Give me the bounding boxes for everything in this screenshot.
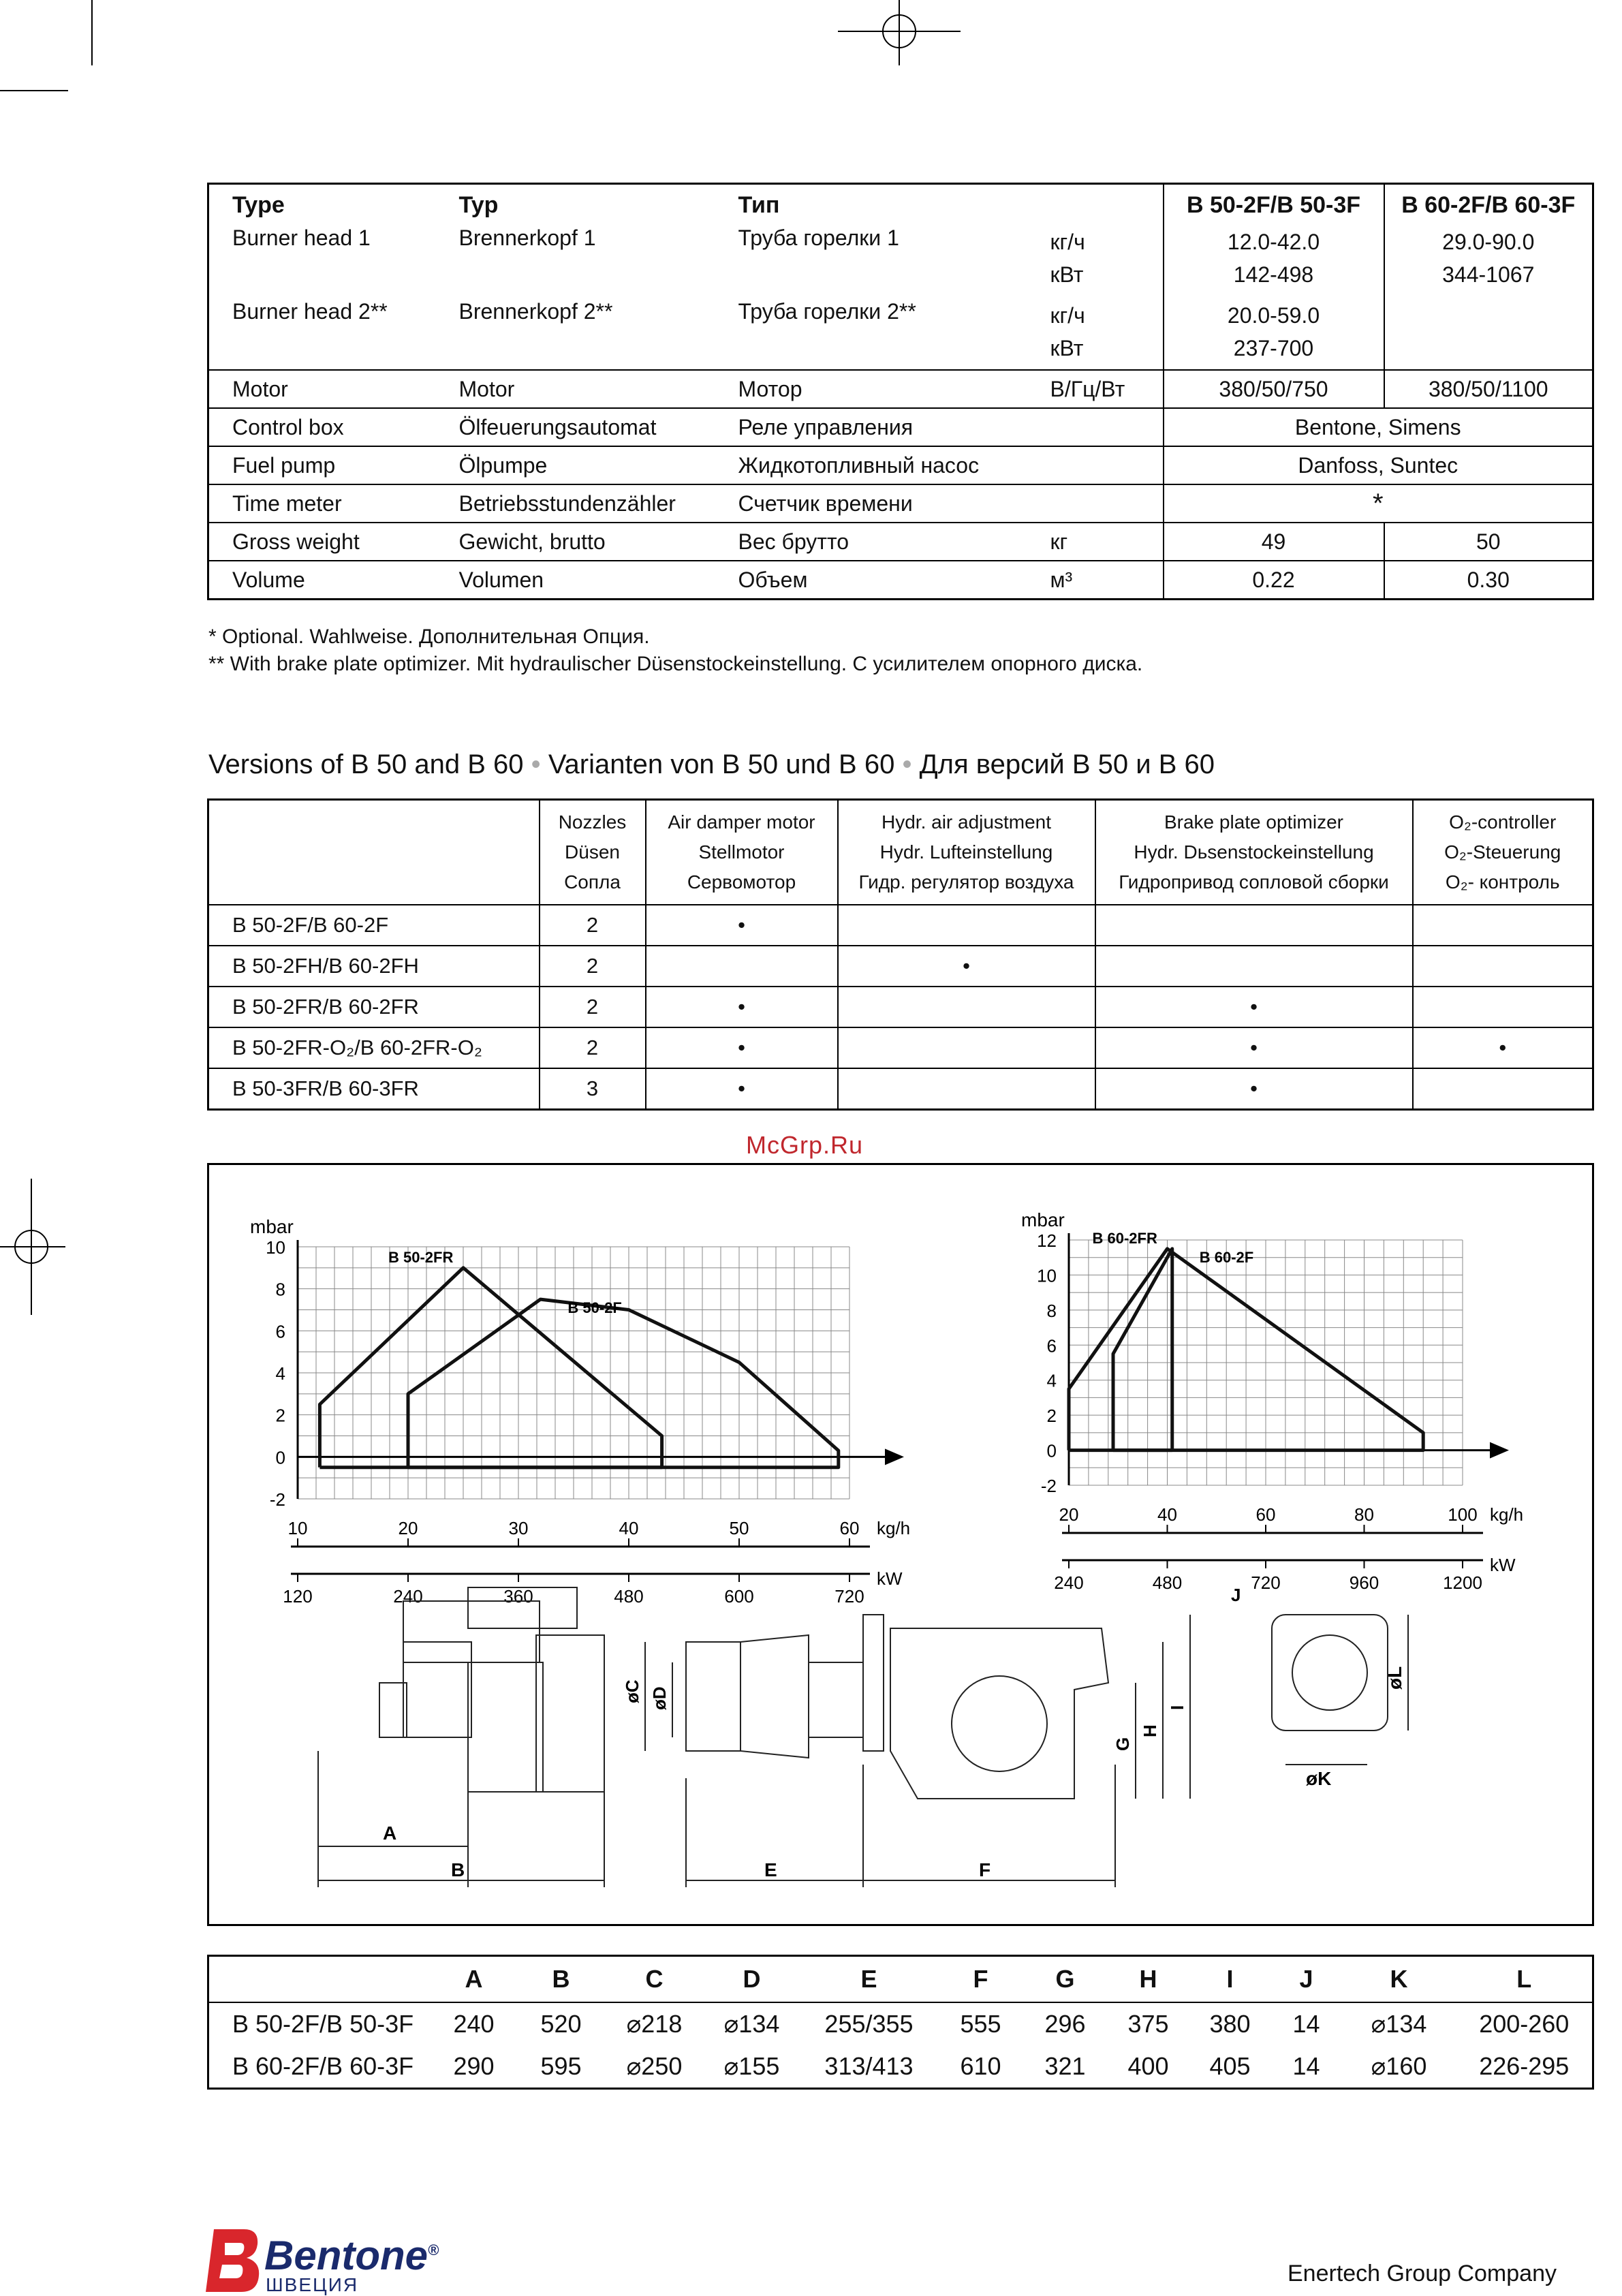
y-tick-label: 2 bbox=[275, 1405, 285, 1426]
y-tick-label: 8 bbox=[275, 1279, 285, 1300]
cell: Burner head 2** bbox=[232, 299, 388, 324]
x-tick-label: 60 bbox=[1256, 1504, 1276, 1525]
header-type-ru: Тип bbox=[738, 191, 780, 218]
cell: Motor bbox=[436, 370, 715, 408]
corner-cell bbox=[208, 800, 540, 905]
crop-mark bbox=[0, 90, 68, 91]
dim-e-label: E bbox=[764, 1859, 777, 1880]
dim-g-label: G bbox=[1112, 1737, 1133, 1751]
cell: Счетчик времени bbox=[715, 484, 1027, 523]
dimensions-table bbox=[207, 1955, 1594, 2090]
cell: Time meter bbox=[208, 484, 436, 523]
value: 142-498 bbox=[1233, 262, 1314, 287]
y-tick-label: 2 bbox=[1046, 1406, 1057, 1427]
dim-j-label: J bbox=[1231, 1585, 1241, 1605]
cell: 50 bbox=[1384, 523, 1593, 561]
x-tick-label: 20 bbox=[1059, 1504, 1079, 1525]
cell: Труба горелки 1 bbox=[738, 226, 899, 250]
dim-k-label: øK bbox=[1306, 1768, 1332, 1789]
x-tick-label: 30 bbox=[508, 1518, 529, 1538]
cell bbox=[1384, 299, 1593, 370]
x-tick-label: 100 bbox=[1448, 1504, 1478, 1525]
col-air-damper: Air damper motor Stellmotor Сервомотор bbox=[646, 800, 838, 905]
dim-i-label: I bbox=[1167, 1705, 1187, 1710]
header-b60: B 60-2F/B 60-3F bbox=[1384, 184, 1593, 226]
x-tick-label: 60 bbox=[839, 1518, 860, 1538]
value: 12.0-42.0 bbox=[1227, 230, 1320, 254]
brand-subtitle: ШВЕЦИЯ bbox=[266, 2274, 359, 2295]
cell: Brennerkopf 2** bbox=[458, 299, 613, 324]
cell: В/Гц/Вт bbox=[1027, 370, 1164, 408]
x-tick-label: 10 bbox=[287, 1518, 308, 1538]
flange-tube bbox=[686, 1642, 740, 1751]
cell: Control box bbox=[208, 408, 436, 446]
registration-mark bbox=[831, 0, 967, 68]
cell: Brennerkopf 1 bbox=[458, 226, 596, 250]
x-axis-label: kg/h bbox=[877, 1518, 911, 1538]
bentone-logo-mark bbox=[204, 2228, 262, 2293]
x2-tick-label: 240 bbox=[393, 1586, 423, 1607]
cell: 49 bbox=[1164, 523, 1384, 561]
x-tick-label: 80 bbox=[1354, 1504, 1374, 1525]
cell: Ölfeuerungsautomat bbox=[436, 408, 715, 446]
cell: Gross weight bbox=[208, 523, 436, 561]
y-tick-label: 12 bbox=[1037, 1230, 1057, 1251]
y-tick-label: -2 bbox=[269, 1489, 285, 1510]
dim-c-label: øC bbox=[622, 1679, 642, 1703]
dim-f-label: F bbox=[979, 1859, 991, 1880]
dim-a-label: A bbox=[383, 1822, 397, 1844]
x2-tick-label: 600 bbox=[724, 1586, 754, 1607]
burner-housing bbox=[468, 1662, 543, 1792]
col-brake-plate: Brake plate optimizer Hydr. Dьsenstockeinstellung Гидропривод сопловой сборки bbox=[1095, 800, 1413, 905]
y-tick-label: 0 bbox=[275, 1447, 285, 1468]
series-label: B 50-2FR bbox=[388, 1248, 454, 1266]
cell bbox=[1027, 484, 1164, 523]
spec-table bbox=[207, 183, 1594, 600]
versions-table bbox=[207, 798, 1594, 1111]
series-label: B 50-2F bbox=[567, 1299, 622, 1317]
watermark: McGrp.Ru bbox=[746, 1131, 864, 1159]
header-type-de: Typ bbox=[458, 191, 499, 218]
unit: кг/ч bbox=[1050, 303, 1085, 328]
value: 20.0-59.0 bbox=[1227, 303, 1320, 328]
dim-b-label: B bbox=[451, 1859, 465, 1880]
charts-svg bbox=[209, 1165, 1592, 1924]
y-tick-label: 0 bbox=[1046, 1440, 1057, 1461]
dim-header-b: B bbox=[552, 1965, 570, 1993]
cell: Volume bbox=[208, 561, 436, 600]
x2-tick-label: 480 bbox=[1152, 1572, 1183, 1593]
header-b50: B 50-2F/B 50-3F bbox=[1164, 184, 1384, 226]
dim-header-k: K bbox=[1390, 1965, 1408, 1993]
footnote-optional: * Optional. Wahlweise. Дополнительная Опция. bbox=[208, 625, 650, 648]
dim-row: B 50-2F/B 50-3F 240 520 ⌀218 ⌀134 255/355 555 296 375 380 14 ⌀134 200-260 bbox=[208, 2002, 1593, 2045]
dim-header-a: A bbox=[465, 1965, 483, 1993]
cell bbox=[1027, 446, 1164, 484]
flange-hole bbox=[1292, 1635, 1367, 1710]
version-row: B 50-2FR/B 60-2FR 2 • • bbox=[208, 987, 1593, 1027]
dim-header-g: G bbox=[1055, 1965, 1075, 1993]
cell: 0.30 bbox=[1384, 561, 1593, 600]
cell: * bbox=[1164, 484, 1593, 523]
cell: Betriebsstundenzähler bbox=[436, 484, 715, 523]
x-tick-label: 20 bbox=[398, 1518, 418, 1538]
dim-header-h: H bbox=[1139, 1965, 1157, 1993]
version-row: B 50-3FR/B 60-3FR 3 • • bbox=[208, 1068, 1593, 1110]
dim-header-j: J bbox=[1299, 1965, 1313, 1993]
value: 237-700 bbox=[1233, 336, 1314, 360]
y-axis-label: mbar bbox=[1021, 1209, 1065, 1230]
cell bbox=[1027, 226, 1164, 299]
x-tick-label: 50 bbox=[729, 1518, 749, 1538]
value: 344-1067 bbox=[1442, 262, 1535, 287]
cell: Жидкотопливный насос bbox=[715, 446, 1027, 484]
cell bbox=[1027, 408, 1164, 446]
cell bbox=[1384, 226, 1593, 299]
y-tick-label: 6 bbox=[1046, 1335, 1057, 1356]
y-tick-label: 4 bbox=[1046, 1370, 1057, 1391]
dim-l-label: øL bbox=[1384, 1666, 1405, 1690]
version-row: B 50-2FR-O₂/B 60-2FR-O₂ 2 • • • bbox=[208, 1027, 1593, 1068]
dim-d-label: øD bbox=[649, 1686, 670, 1710]
y-tick-label: 8 bbox=[1046, 1300, 1057, 1321]
x-axis-arrow bbox=[885, 1448, 904, 1465]
y-tick-label: 10 bbox=[266, 1237, 285, 1258]
crop-mark bbox=[91, 0, 93, 65]
unit: кВт bbox=[1050, 262, 1084, 287]
registration-mark bbox=[0, 1179, 68, 1315]
series-line bbox=[408, 1299, 839, 1468]
x-tick-label: 40 bbox=[1157, 1504, 1177, 1525]
cell bbox=[1164, 226, 1384, 299]
cell: Реле управления bbox=[715, 408, 1027, 446]
cell: Вес брутто bbox=[715, 523, 1027, 561]
mounting-flange bbox=[863, 1615, 884, 1751]
x2-tick-label: 1200 bbox=[1443, 1572, 1482, 1593]
versions-title bbox=[208, 749, 1215, 780]
title-ru: Для версий B 50 и B 60 bbox=[919, 749, 1215, 779]
burner-body bbox=[890, 1628, 1108, 1799]
series-line bbox=[1113, 1249, 1172, 1450]
dim-header-e: E bbox=[860, 1965, 877, 1993]
y-tick-label: 6 bbox=[275, 1321, 285, 1342]
cell: 380/50/1100 bbox=[1384, 370, 1593, 408]
x2-axis-label: kW bbox=[1490, 1555, 1516, 1575]
diagram-frame bbox=[207, 1163, 1594, 1926]
title-en: Versions of B 50 and B 60 bbox=[208, 749, 524, 779]
title-de: Varianten von B 50 und B 60 bbox=[548, 749, 895, 779]
motor-body bbox=[403, 1642, 471, 1737]
y-tick-label: -2 bbox=[1040, 1476, 1057, 1496]
cell: Volumen bbox=[436, 561, 715, 600]
flange-plate bbox=[1272, 1615, 1388, 1731]
col-o2: O₂-controller O₂-Steuerung O₂- контроль bbox=[1413, 800, 1593, 905]
blast-tube bbox=[740, 1635, 809, 1758]
cell: кг bbox=[1027, 523, 1164, 561]
x-axis-arrow bbox=[1490, 1442, 1509, 1459]
cell: 380/50/750 bbox=[1164, 370, 1384, 408]
cell: Объем bbox=[715, 561, 1027, 600]
cell bbox=[1027, 299, 1164, 370]
brand-name: Bentone® bbox=[264, 2233, 439, 2278]
cell: Bentone, Simens bbox=[1164, 408, 1593, 446]
footnote-brake-plate: ** With brake plate optimizer. Mit hydraulischer Düsenstockeinstellung. С усилителем опорного диска. bbox=[208, 653, 1143, 675]
dim-header-c: C bbox=[645, 1965, 664, 1993]
unit: кВт bbox=[1050, 336, 1084, 360]
header-unit bbox=[1027, 184, 1164, 226]
x2-axis-label: kW bbox=[877, 1568, 903, 1589]
y-tick-label: 4 bbox=[275, 1363, 285, 1384]
dim-header-f: F bbox=[973, 1965, 988, 1993]
separator: • bbox=[902, 749, 912, 779]
dim-header-l: L bbox=[1516, 1965, 1532, 1993]
cell: Danfoss, Suntec bbox=[1164, 446, 1593, 484]
burner-front bbox=[536, 1635, 604, 1792]
cell: Ölpumpe bbox=[436, 446, 715, 484]
fan-housing bbox=[952, 1676, 1047, 1771]
cell: Burner head 1 bbox=[232, 226, 371, 250]
col-hydr-air: Hydr. air adjustment Hydr. Lufteinstellung Гидр. регулятор воздуха bbox=[838, 800, 1095, 905]
cell: Труба горелки 2** bbox=[738, 299, 916, 324]
x2-tick-label: 480 bbox=[614, 1586, 644, 1607]
version-row: B 50-2F/B 60-2F 2 • bbox=[208, 905, 1593, 946]
cell: м³ bbox=[1027, 561, 1164, 600]
x2-tick-label: 120 bbox=[283, 1586, 313, 1607]
tube bbox=[809, 1662, 863, 1737]
version-row: B 50-2FH/B 60-2FH 2 • bbox=[208, 946, 1593, 987]
dim-h-label: H bbox=[1140, 1724, 1160, 1737]
col-nozzles: Nozzles Düsen Сопла bbox=[540, 800, 646, 905]
x-axis-label: kg/h bbox=[1490, 1504, 1524, 1525]
x2-tick-label: 240 bbox=[1054, 1572, 1084, 1593]
separator: • bbox=[531, 749, 541, 779]
x2-tick-label: 360 bbox=[503, 1586, 533, 1607]
dim-header-d: D bbox=[743, 1965, 761, 1993]
series-label: B 60-2F bbox=[1199, 1248, 1254, 1266]
series-label: B 60-2FR bbox=[1092, 1229, 1157, 1247]
dim-header-i: I bbox=[1226, 1965, 1234, 1993]
cell: Motor bbox=[208, 370, 436, 408]
cell: 0.22 bbox=[1164, 561, 1384, 600]
x2-tick-label: 960 bbox=[1349, 1572, 1379, 1593]
x-tick-label: 40 bbox=[619, 1518, 639, 1538]
x2-tick-label: 720 bbox=[1251, 1572, 1281, 1593]
header-type-en: Type bbox=[232, 191, 285, 218]
x2-tick-label: 720 bbox=[835, 1586, 864, 1607]
value: 29.0-90.0 bbox=[1442, 230, 1535, 254]
cell: Мотор bbox=[715, 370, 1027, 408]
cell: Fuel pump bbox=[208, 446, 436, 484]
cell: Gewicht, brutto bbox=[436, 523, 715, 561]
dim-row: B 60-2F/B 60-3F 290 595 ⌀250 ⌀155 313/413 610 321 400 405 14 ⌀160 226-295 bbox=[232, 2052, 1570, 2080]
y-tick-label: 10 bbox=[1037, 1265, 1057, 1286]
y-axis-label: mbar bbox=[250, 1216, 294, 1237]
unit: кг/ч bbox=[1050, 230, 1085, 254]
company-name: Enertech Group Company bbox=[1288, 2261, 1557, 2286]
cell bbox=[1164, 299, 1384, 370]
